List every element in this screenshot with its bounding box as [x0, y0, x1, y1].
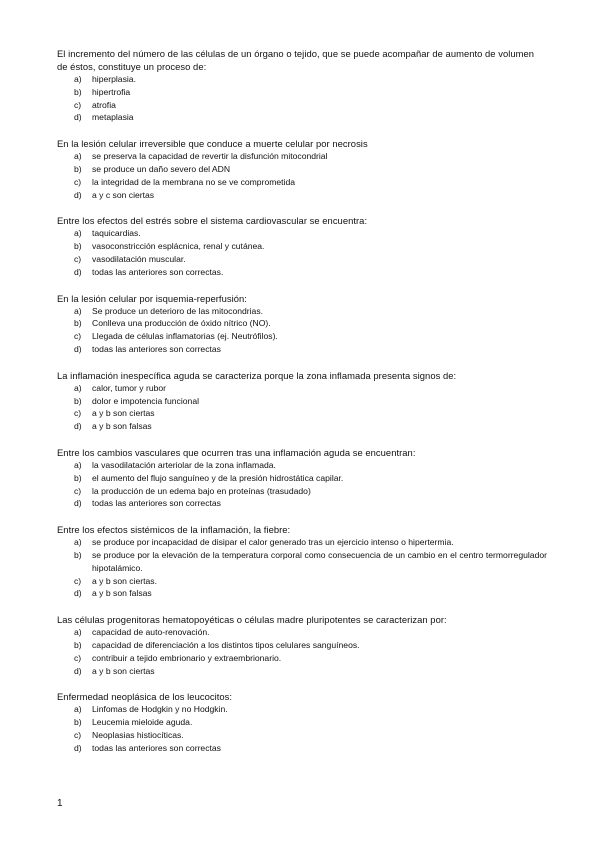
option-text: metaplasia	[92, 112, 134, 123]
option-text: Leucemia mieloide aguda.	[92, 717, 193, 728]
option-b	[57, 472, 547, 485]
option-letter: c)	[74, 408, 82, 419]
option-d	[57, 266, 547, 279]
option-letter: c)	[74, 176, 82, 187]
option-letter: a)	[74, 704, 82, 715]
question-4	[57, 292, 547, 356]
option-text: calor, tumor y rubor	[92, 382, 167, 393]
option-text: hiperplasia.	[92, 74, 136, 84]
option-letter: a)	[74, 228, 82, 239]
option-letter: c)	[74, 652, 82, 663]
question-stem: Enfermedad neoplásica de los leucocitos:	[57, 691, 233, 703]
option-text: todas las anteriores son correctas	[92, 498, 221, 509]
option-list	[57, 73, 547, 124]
option-a	[57, 626, 547, 639]
option-letter: c)	[74, 331, 82, 342]
option-text: a y b son ciertas	[92, 408, 155, 419]
question-5	[57, 369, 547, 433]
option-d	[57, 343, 547, 356]
question-stem: Entre los efectos del estrés sobre el sistema cardiovascular se encuentra:	[57, 215, 368, 227]
option-a	[57, 459, 547, 472]
option-list	[57, 459, 547, 510]
option-d	[57, 420, 547, 433]
question-1	[57, 47, 547, 124]
option-letter: a)	[74, 459, 82, 470]
option-letter: c)	[74, 575, 82, 586]
option-c	[57, 99, 547, 112]
option-text: a y b son falsas	[92, 421, 152, 432]
option-text: a y b son falsas	[92, 588, 152, 599]
option-a	[57, 227, 547, 240]
option-list	[57, 382, 547, 433]
question-stem: Entre los cambios vasculares que ocurren tras una inflamación aguda se encuentran:	[57, 446, 416, 458]
option-b	[57, 549, 547, 575]
option-letter: d)	[74, 189, 82, 200]
option-a	[57, 73, 547, 86]
option-text: contribuir a tejido embrionario y extraembrionario.	[92, 652, 282, 663]
option-b	[57, 317, 547, 330]
question-stem: Las células progenitoras hematopoyéticas o células madre pluripotentes se caracterizan por:	[57, 614, 447, 626]
option-letter: d)	[74, 343, 82, 354]
option-text: capacidad de auto-renovación.	[92, 627, 210, 638]
option-text: Linfomas de Hodgkin y no Hodgkin.	[92, 704, 228, 715]
option-letter: c)	[74, 485, 82, 496]
question-6	[57, 446, 547, 510]
option-a	[57, 703, 547, 716]
option-letter: a)	[74, 74, 82, 84]
question-2	[57, 137, 547, 201]
option-list	[57, 703, 547, 754]
option-letter: d)	[74, 112, 82, 123]
option-d	[57, 111, 547, 124]
option-letter: c)	[74, 729, 82, 740]
option-letter: b)	[74, 639, 82, 650]
option-letter: a)	[74, 151, 82, 162]
option-text: el aumento del flujo sanguíneo y de la presión hidrostática capilar.	[92, 472, 344, 483]
question-stem: En la lesión celular irreversible que conduce a muerte celular por necrosis	[57, 138, 368, 150]
option-text: vasodilatación muscular.	[92, 253, 186, 264]
option-b	[57, 716, 547, 729]
option-a	[57, 305, 547, 318]
question-stem: La inflamación inespecífica aguda se caracteriza porque la zona inflamada presenta signos de:	[57, 369, 457, 381]
option-text: a y b son ciertas.	[92, 575, 157, 586]
question-3	[57, 214, 547, 278]
option-letter: d)	[74, 742, 82, 753]
option-a	[57, 536, 547, 549]
option-letter: a)	[74, 305, 82, 316]
option-letter: b)	[74, 395, 82, 406]
option-letter: b)	[74, 472, 82, 483]
option-c	[57, 485, 547, 498]
option-text: a y b son ciertas	[92, 665, 155, 676]
option-b	[57, 86, 547, 99]
option-letter: d)	[74, 498, 82, 509]
option-letter: b)	[74, 163, 82, 174]
question-list	[57, 47, 547, 767]
option-letter: d)	[74, 588, 82, 599]
question-9	[57, 690, 547, 754]
option-text: Conlleva una producción de óxido nítrico (NO).	[92, 318, 271, 329]
option-text: se produce un daño severo del ADN	[92, 163, 231, 174]
option-c	[57, 176, 547, 189]
option-text: hipertrofia	[92, 86, 131, 97]
option-text: la integridad de la membrana no se ve comprometida	[92, 176, 296, 187]
option-d	[57, 587, 547, 600]
option-c	[57, 575, 547, 588]
option-c	[57, 652, 547, 665]
option-b	[57, 240, 547, 253]
option-letter: a)	[74, 537, 82, 548]
option-a	[57, 150, 547, 163]
option-letter: b)	[74, 318, 82, 329]
option-letter: a)	[74, 382, 82, 393]
option-text: se produce por la elevación de la temperatura corporal como consecuencia de un cambio en el centro termorregulador hipotalámico.	[92, 549, 547, 573]
option-text: se produce por incapacidad de disipar el calor generado tras un ejercicio intenso o hipertermia.	[92, 537, 454, 548]
option-text: dolor e impotencia funcional	[92, 395, 200, 406]
option-a	[57, 382, 547, 395]
option-text: atrofia	[92, 99, 116, 110]
question-stem: En la lesión celular por isquemia-reperfusión:	[57, 292, 247, 304]
option-text: todas las anteriores son correctas	[92, 742, 221, 753]
option-letter: a)	[74, 627, 82, 638]
option-text: la producción de un edema bajo en proteínas (trasudado)	[92, 485, 311, 496]
option-b	[57, 639, 547, 652]
question-7	[57, 523, 547, 600]
question-stem: El incremento del número de las células de un órgano o tejido, que se puede acompañar de aumento de volumen de éstos, constituye un proceso de:	[57, 48, 535, 72]
option-c	[57, 330, 547, 343]
option-letter: c)	[74, 253, 82, 264]
question-8	[57, 613, 547, 677]
option-letter: b)	[74, 86, 82, 97]
page-number: 1	[57, 798, 63, 809]
option-letter: b)	[74, 241, 82, 252]
option-text: Se produce un deterioro de las mitocondrias.	[92, 305, 264, 316]
option-c	[57, 729, 547, 742]
option-text: vasoconstricción esplácnica, renal y cutánea.	[92, 241, 265, 252]
option-b	[57, 163, 547, 176]
option-text: a y c son ciertas	[92, 189, 155, 200]
option-text: se preserva la capacidad de revertir la disfunción mitocondrial	[92, 151, 328, 162]
option-text: la vasodilatación arteriolar de la zona inflamada.	[92, 459, 276, 470]
option-letter: d)	[74, 665, 82, 676]
option-list	[57, 305, 547, 356]
option-list	[57, 536, 547, 600]
option-list	[57, 150, 547, 201]
option-text: taquicardias.	[92, 228, 141, 239]
option-letter: b)	[74, 717, 82, 728]
option-d	[57, 742, 547, 755]
option-text: todas las anteriores son correctas	[92, 343, 221, 354]
option-d	[57, 189, 547, 202]
option-c	[57, 253, 547, 266]
option-list	[57, 227, 547, 278]
option-letter: c)	[74, 99, 82, 110]
option-letter: b)	[74, 549, 82, 560]
option-d	[57, 665, 547, 678]
option-b	[57, 395, 547, 408]
option-letter: d)	[74, 266, 82, 277]
option-c	[57, 407, 547, 420]
option-list	[57, 626, 547, 677]
question-stem: Entre los efectos sistémicos de la inflamación, la fiebre:	[57, 524, 291, 536]
option-letter: d)	[74, 421, 82, 432]
option-text: capacidad de diferenciación a los distintos tipos celulares sanguíneos.	[92, 639, 360, 650]
option-text: Neoplasias histiocíticas.	[92, 729, 184, 740]
option-text: todas las anteriores son correctas.	[92, 266, 224, 277]
option-d	[57, 497, 547, 510]
option-text: Llegada de células inflamatorias (ej. Neutrófilos).	[92, 331, 278, 342]
